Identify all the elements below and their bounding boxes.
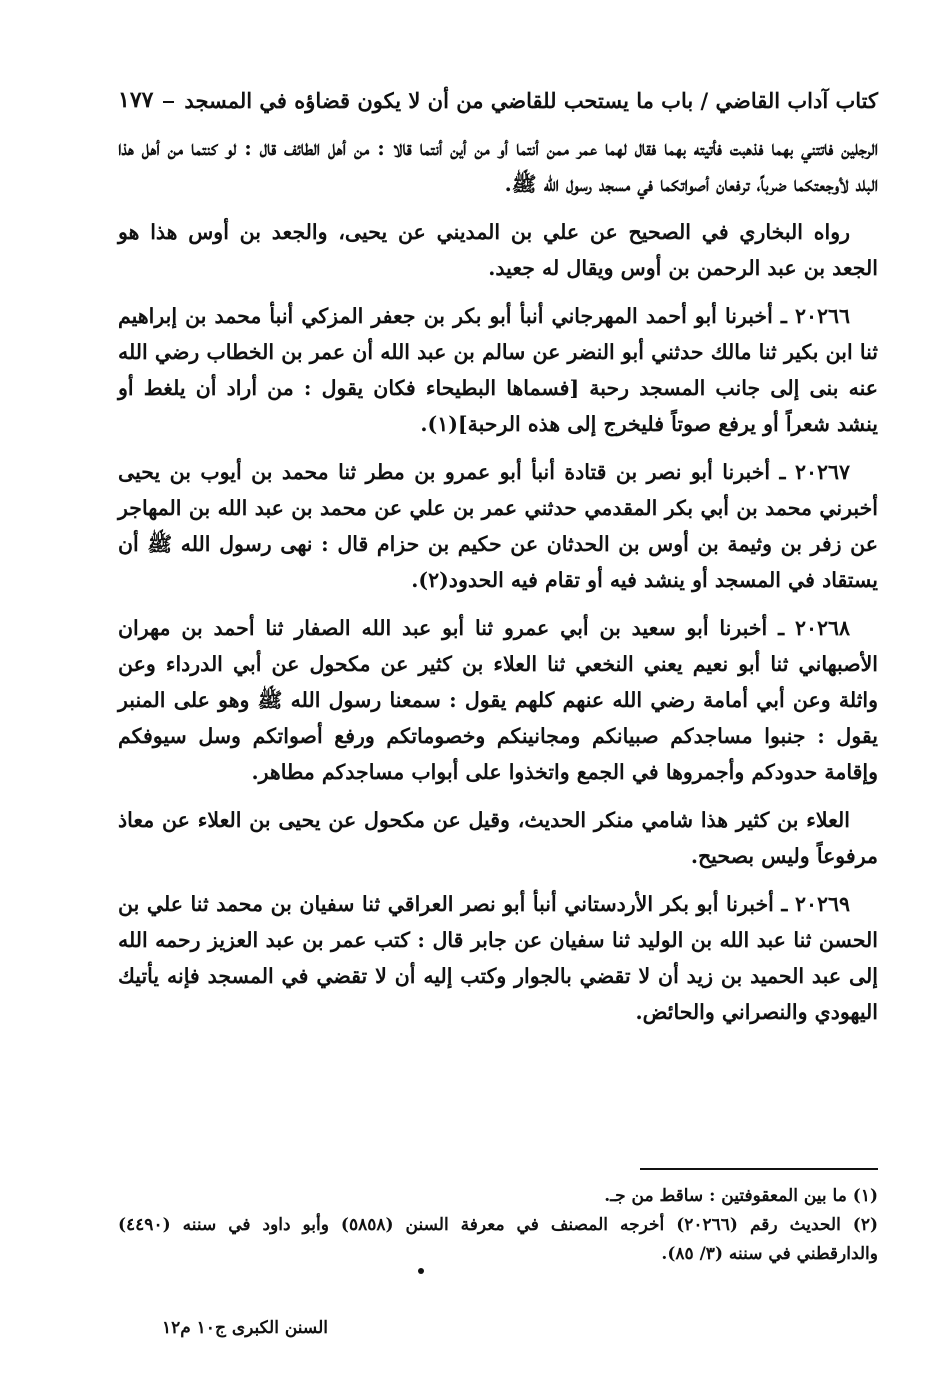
paragraph-continuation: الرجلين فاتتني بهما فذهبت فأتيته بهما فقال لهما عمر ممن أنتما أو من أين أنتما قالا : من أهل الطائف قال : لو كنتما من أهل هذا البلد لأوجعتكما ضرباً، ترفعان أصواتكما في مسجد رسول الله ﷺ. — [118, 136, 878, 196]
footnotes — [118, 1182, 878, 1269]
volume-signature: السنن الكبرى ج١٠ م١٢ — [161, 1318, 328, 1338]
paragraph-commentary-2: العلاء بن كثير هذا شامي منكر الحديث، وقيل عن مكحول عن يحيى بن العلاء عن معاذ مرفوعاً وليس بصحيح. — [118, 808, 878, 868]
footnote-1: (١) ما بين المعقوفتين : ساقط من جـ. — [604, 1186, 878, 1206]
footnote-separator — [640, 1168, 878, 1170]
running-header — [118, 80, 878, 120]
footnote-2: (٢) الحديث رقم (٢٠٢٦٦) أخرجه المصنف في معرفة السنن (٥٨٥٨) وأبو داود في سننه (٤٤٩٠) والدارقطني في سننه (٣/ ٨٥). — [118, 1215, 878, 1264]
paragraph-commentary: رواه البخاري في الصحيح عن علي بن المديني عن يحيى، والجعد بن أوس هذا هو الجعد بن عبد الرحمن بن أوس ويقال له جعيد. — [118, 220, 878, 280]
paragraph-hadith-20268: ٢٠٢٦٨ ـ أخبرنا أبو سعيد بن أبي عمرو ثنا أبو عبد الله الصفار ثنا أحمد بن مهران الأصبهاني ثنا أبو نعيم يعني النخعي ثنا العلاء بن كثير عن مكحول عن أبي الدرداء وعن واثلة وعن أبي أمامة رضي الله عنهم كلهم يقول : سمعنا رسول الله ﷺ وهو على المنبر يقول : جنبوا مساجدكم صبيانكم ومجانينكم وخصوماتكم ورفع أصواتكم وسل سيوفكم وإقامة حدودكم وأجمروها في الجمع واتخذوا على أبواب مساجدكم مطاهر. — [118, 616, 878, 784]
paragraph-hadith-20266: ٢٠٢٦٦ ـ أخبرنا أبو أحمد المهرجاني أنبأ أبو بكر بن جعفر المزكي أنبأ محمد بن إبراهيم ثنا ابن بكير ثنا مالك حدثني أبو النضر عن سالم بن عبد الله أن عمر بن الخطاب رضي الله عنه بنى إلى جانب المسجد رحبة [فسماها البطيحاء فكان يقول : من أراد أن يلغط أو ينشد شعراً أو يرفع صوتاً فليخرج إلى هذه الرحبة](١). — [118, 304, 878, 436]
paragraph-hadith-20267: ٢٠٢٦٧ ـ أخبرنا أبو نصر بن قتادة أنبأ أبو عمرو بن مطر ثنا محمد بن أيوب بن يحيى أخبرني محمد بن أبي بكر المقدمي حدثني عمر بن علي عن محمد بن عبد الله بن المهاجر عن زفر بن وثيمة بن أوس بن الحدثان عن حكيم بن حزام قال : نهى رسول الله ﷺ أن يستقاد في المسجد أو ينشد فيه أو تقام فيه الحدود(٢). — [118, 460, 878, 592]
page-number: ١٧٧ — [118, 87, 154, 113]
header-title: كتاب آداب القاضي / باب ما يستحب للقاضي من أن لا يكون قضاؤه في المسجد — [184, 87, 878, 113]
header-rule — [163, 101, 174, 103]
main-text — [118, 130, 878, 1042]
paragraph-hadith-20269: ٢٠٢٦٩ ـ أخبرنا أبو بكر الأردستاني أنبأ أبو نصر العراقي ثنا سفيان بن محمد ثنا علي بن الحسن ثنا عبد الله بن الوليد ثنا سفيان عن جابر قال : كتب عمر بن عبد العزيز رحمه الله إلى عبد الحميد بن زيد أن لا تقضي بالجوار وكتب إليه أن لا تقضي في المسجد فإنه يأتيك اليهودي والنصراني والحائض. — [118, 892, 878, 1024]
print-dot — [418, 1268, 424, 1274]
